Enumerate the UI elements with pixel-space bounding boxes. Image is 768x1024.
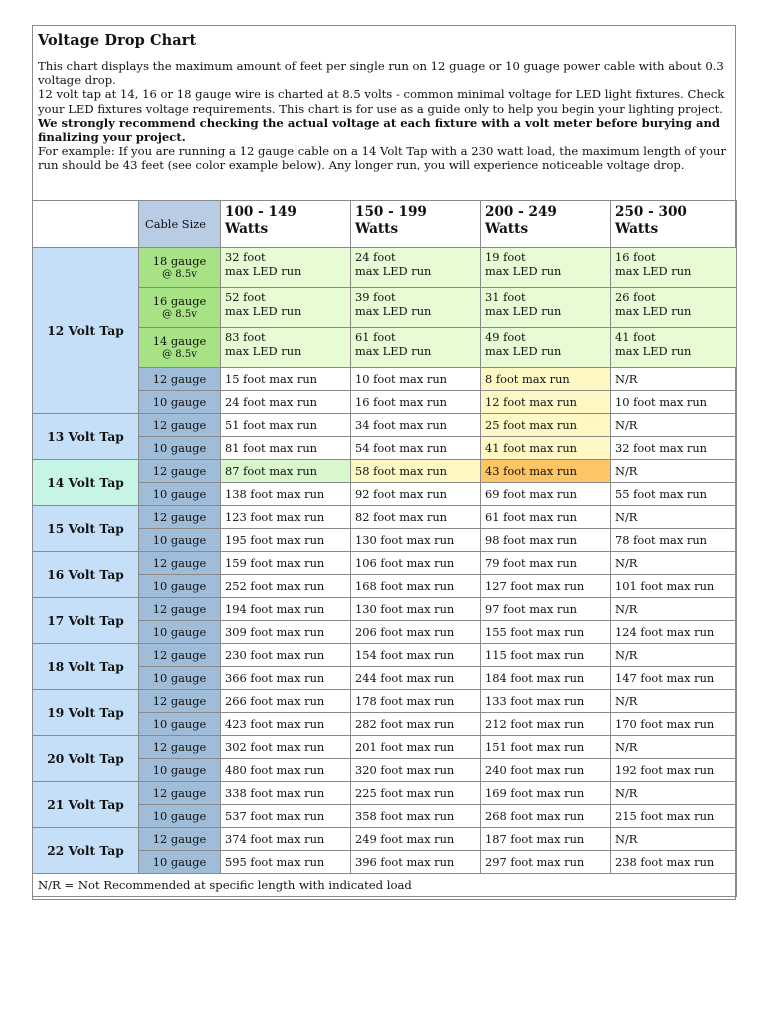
gauge-voltage: @ 8.5v — [162, 308, 197, 320]
run-cell: 595 foot max run — [221, 851, 351, 874]
table-row — [33, 391, 737, 414]
led-length: 26 foot — [615, 290, 656, 304]
run-cell: 201 foot max run — [351, 736, 481, 759]
gauge-cell: 10 gauge — [139, 529, 221, 552]
run-cell: N/R — [611, 368, 737, 391]
gauge-cell: 12 gauge — [139, 736, 221, 759]
run-cell: 184 foot max run — [481, 667, 611, 690]
tap-label: 13 Volt Tap — [33, 414, 139, 460]
watt-range: 150 - 199 — [355, 204, 427, 220]
led-run-cell — [481, 328, 611, 368]
table-row — [33, 328, 737, 368]
watt-unit: Watts — [225, 221, 269, 237]
gauge-cell: 10 gauge — [139, 621, 221, 644]
led-length: 31 foot — [485, 290, 526, 304]
gauge-voltage: @ 8.5v — [162, 348, 197, 360]
run-cell: 302 foot max run — [221, 736, 351, 759]
run-cell: N/R — [611, 552, 737, 575]
gauge-cell: 10 gauge — [139, 437, 221, 460]
led-length: 83 foot — [225, 330, 266, 344]
gauge-label: 16 gauge — [152, 293, 207, 308]
run-cell: 8 foot max run — [481, 368, 611, 391]
table-row — [33, 288, 737, 328]
run-cell: 423 foot max run — [221, 713, 351, 736]
gauge-cell: 10 gauge — [139, 575, 221, 598]
run-cell: 69 foot max run — [481, 483, 611, 506]
run-cell: 249 foot max run — [351, 828, 481, 851]
table-row — [33, 248, 737, 288]
table-row — [33, 529, 737, 552]
gauge-cell: 12 gauge — [139, 828, 221, 851]
gauge-cell: 12 gauge — [139, 552, 221, 575]
run-cell: 268 foot max run — [481, 805, 611, 828]
header-watts-200-249 — [481, 201, 611, 248]
run-cell: 358 foot max run — [351, 805, 481, 828]
gauge-cell: 12 gauge — [139, 690, 221, 713]
led-length: 61 foot — [355, 330, 396, 344]
led-run-cell — [481, 248, 611, 288]
header-watts-100-149 — [221, 201, 351, 248]
run-cell: 78 foot max run — [611, 529, 737, 552]
tap-label: 17 Volt Tap — [33, 598, 139, 644]
run-cell: 41 foot max run — [481, 437, 611, 460]
run-cell: 130 foot max run — [351, 529, 481, 552]
run-cell: 54 foot max run — [351, 437, 481, 460]
run-cell: 58 foot max run — [351, 460, 481, 483]
led-length: 16 foot — [615, 250, 656, 264]
run-cell: 25 foot max run — [481, 414, 611, 437]
led-caption: max LED run — [615, 344, 692, 358]
table-row — [33, 667, 737, 690]
gauge-cell — [139, 328, 221, 368]
run-cell: 309 foot max run — [221, 621, 351, 644]
gauge-cell: 10 gauge — [139, 391, 221, 414]
led-run-cell — [611, 248, 737, 288]
tap-label: 19 Volt Tap — [33, 690, 139, 736]
table-row — [33, 805, 737, 828]
gauge-cell — [139, 288, 221, 328]
gauge-label: 18 gauge — [152, 253, 207, 268]
led-caption: max LED run — [225, 344, 302, 358]
run-cell: 24 foot max run — [221, 391, 351, 414]
run-cell: 282 foot max run — [351, 713, 481, 736]
table-row — [33, 759, 737, 782]
watt-range: 250 - 300 — [615, 204, 687, 220]
run-cell: 480 foot max run — [221, 759, 351, 782]
run-cell: 154 foot max run — [351, 644, 481, 667]
led-caption: max LED run — [355, 344, 432, 358]
run-cell: 178 foot max run — [351, 690, 481, 713]
run-cell: 10 foot max run — [611, 391, 737, 414]
header-cable-size: Cable Size — [139, 201, 221, 248]
header-corner-cell — [33, 201, 139, 248]
led-length: 19 foot — [485, 250, 526, 264]
intro-paragraph-3: For example: If you are running a 12 gauge cable on a 14 Volt Tap with a 230 watt load, the maximum length of your run should be 43 feet (see color example below). Any longer run, you will experience noticeable voltage drop. — [38, 144, 727, 173]
run-cell: 130 foot max run — [351, 598, 481, 621]
led-caption: max LED run — [485, 344, 562, 358]
run-cell: 537 foot max run — [221, 805, 351, 828]
run-cell: N/R — [611, 506, 737, 529]
run-cell: 61 foot max run — [481, 506, 611, 529]
led-run-cell — [611, 288, 737, 328]
table-row — [33, 598, 737, 621]
header-row — [33, 201, 737, 248]
gauge-cell: 12 gauge — [139, 782, 221, 805]
run-cell: 266 foot max run — [221, 690, 351, 713]
led-run-cell — [351, 288, 481, 328]
run-cell: 159 foot max run — [221, 552, 351, 575]
run-cell: 338 foot max run — [221, 782, 351, 805]
tap-label: 18 Volt Tap — [33, 644, 139, 690]
run-cell: 297 foot max run — [481, 851, 611, 874]
run-cell: 92 foot max run — [351, 483, 481, 506]
run-cell: 81 foot max run — [221, 437, 351, 460]
run-cell: 240 foot max run — [481, 759, 611, 782]
tap-label: 21 Volt Tap — [33, 782, 139, 828]
table-row — [33, 506, 737, 529]
run-cell: 98 foot max run — [481, 529, 611, 552]
led-caption: max LED run — [615, 264, 692, 278]
run-cell: N/R — [611, 736, 737, 759]
run-cell: N/R — [611, 690, 737, 713]
voltage-drop-table — [32, 200, 737, 897]
tap-label: 15 Volt Tap — [33, 506, 139, 552]
table-row — [33, 437, 737, 460]
run-cell: 79 foot max run — [481, 552, 611, 575]
table-row — [33, 414, 737, 437]
led-run-cell — [221, 328, 351, 368]
run-cell: 87 foot max run — [221, 460, 351, 483]
footnote-row — [33, 874, 737, 897]
led-caption: max LED run — [355, 304, 432, 318]
footnote: N/R = Not Recommended at specific length with indicated load — [33, 874, 737, 897]
table-row — [33, 621, 737, 644]
led-run-cell — [611, 328, 737, 368]
header-watts-250-300 — [611, 201, 737, 248]
run-cell: 155 foot max run — [481, 621, 611, 644]
run-cell: 32 foot max run — [611, 437, 737, 460]
run-cell: 15 foot max run — [221, 368, 351, 391]
run-cell: 12 foot max run — [481, 391, 611, 414]
led-caption: max LED run — [485, 304, 562, 318]
watt-unit: Watts — [355, 221, 399, 237]
run-cell: 55 foot max run — [611, 483, 737, 506]
led-run-cell — [221, 288, 351, 328]
intro-warning-bold: We strongly recommend checking the actual voltage at each fixture with a volt meter before burying and finalizing your project. — [38, 115, 721, 145]
led-length: 32 foot — [225, 250, 266, 264]
run-cell: 252 foot max run — [221, 575, 351, 598]
page-title: Voltage Drop Chart — [38, 32, 197, 49]
run-cell: 124 foot max run — [611, 621, 737, 644]
tap-label: 22 Volt Tap — [33, 828, 139, 874]
run-cell: 147 foot max run — [611, 667, 737, 690]
run-cell: N/R — [611, 828, 737, 851]
gauge-cell: 10 gauge — [139, 667, 221, 690]
run-cell: N/R — [611, 414, 737, 437]
gauge-cell: 12 gauge — [139, 368, 221, 391]
run-cell: 366 foot max run — [221, 667, 351, 690]
table-row — [33, 552, 737, 575]
gauge-cell: 12 gauge — [139, 460, 221, 483]
table-row — [33, 690, 737, 713]
led-run-cell — [351, 328, 481, 368]
table-row — [33, 460, 737, 483]
run-cell: 374 foot max run — [221, 828, 351, 851]
tap-label: 14 Volt Tap — [33, 460, 139, 506]
gauge-cell: 10 gauge — [139, 713, 221, 736]
gauge-cell — [139, 248, 221, 288]
table-row — [33, 736, 737, 759]
run-cell: 215 foot max run — [611, 805, 737, 828]
run-cell: 138 foot max run — [221, 483, 351, 506]
watt-range: 100 - 149 — [225, 204, 297, 220]
run-cell: 194 foot max run — [221, 598, 351, 621]
intro-paragraph-2-text: 12 volt tap at 14, 16 or 18 gauge wire is charted at 8.5 volts - common minimal voltage for LED light fixtures. Check your LED fixtures voltage requirements. This chart is for use as a guide only to help you begin your lighting project. — [38, 87, 725, 116]
run-cell: 187 foot max run — [481, 828, 611, 851]
gauge-cell: 12 gauge — [139, 414, 221, 437]
led-length: 39 foot — [355, 290, 396, 304]
table-row — [33, 828, 737, 851]
gauge-voltage: @ 8.5v — [162, 268, 197, 280]
tap-label: 20 Volt Tap — [33, 736, 139, 782]
table-row — [33, 782, 737, 805]
watt-unit: Watts — [485, 221, 529, 237]
watt-range: 200 - 249 — [485, 204, 557, 220]
led-caption: max LED run — [225, 264, 302, 278]
run-cell: 115 foot max run — [481, 644, 611, 667]
led-caption: max LED run — [225, 304, 302, 318]
run-cell: 82 foot max run — [351, 506, 481, 529]
led-length: 41 foot — [615, 330, 656, 344]
gauge-cell: 10 gauge — [139, 759, 221, 782]
led-run-cell — [481, 288, 611, 328]
intro-section — [33, 26, 735, 200]
led-run-cell — [351, 248, 481, 288]
gauge-cell: 12 gauge — [139, 598, 221, 621]
example-highlight-cell: 43 foot max run — [481, 460, 611, 483]
run-cell: 320 foot max run — [351, 759, 481, 782]
gauge-cell: 10 gauge — [139, 483, 221, 506]
run-cell: N/R — [611, 598, 737, 621]
run-cell: 206 foot max run — [351, 621, 481, 644]
run-cell: 127 foot max run — [481, 575, 611, 598]
run-cell: 151 foot max run — [481, 736, 611, 759]
run-cell: N/R — [611, 460, 737, 483]
led-caption: max LED run — [355, 264, 432, 278]
led-length: 24 foot — [355, 250, 396, 264]
header-watts-150-199 — [351, 201, 481, 248]
run-cell: 396 foot max run — [351, 851, 481, 874]
run-cell: 225 foot max run — [351, 782, 481, 805]
table-row — [33, 644, 737, 667]
led-caption: max LED run — [485, 264, 562, 278]
gauge-cell: 12 gauge — [139, 644, 221, 667]
run-cell: 168 foot max run — [351, 575, 481, 598]
run-cell: 133 foot max run — [481, 690, 611, 713]
run-cell: 192 foot max run — [611, 759, 737, 782]
led-run-cell — [221, 248, 351, 288]
table-row — [33, 483, 737, 506]
led-length: 52 foot — [225, 290, 266, 304]
run-cell: 97 foot max run — [481, 598, 611, 621]
run-cell: 244 foot max run — [351, 667, 481, 690]
run-cell: 34 foot max run — [351, 414, 481, 437]
voltage-drop-document — [32, 25, 736, 900]
run-cell: 230 foot max run — [221, 644, 351, 667]
led-length: 49 foot — [485, 330, 526, 344]
table-row — [33, 851, 737, 874]
run-cell: N/R — [611, 782, 737, 805]
gauge-cell: 12 gauge — [139, 506, 221, 529]
table-row — [33, 575, 737, 598]
tap-label: 12 Volt Tap — [33, 248, 139, 414]
watt-unit: Watts — [615, 221, 659, 237]
run-cell: 195 foot max run — [221, 529, 351, 552]
table-row — [33, 713, 737, 736]
run-cell: 106 foot max run — [351, 552, 481, 575]
gauge-cell: 10 gauge — [139, 805, 221, 828]
run-cell: 51 foot max run — [221, 414, 351, 437]
run-cell: 10 foot max run — [351, 368, 481, 391]
run-cell: 169 foot max run — [481, 782, 611, 805]
run-cell: 238 foot max run — [611, 851, 737, 874]
table-row — [33, 368, 737, 391]
run-cell: N/R — [611, 644, 737, 667]
run-cell: 16 foot max run — [351, 391, 481, 414]
run-cell: 101 foot max run — [611, 575, 737, 598]
run-cell: 170 foot max run — [611, 713, 737, 736]
gauge-label: 14 gauge — [152, 333, 207, 348]
run-cell: 123 foot max run — [221, 506, 351, 529]
run-cell: 212 foot max run — [481, 713, 611, 736]
tap-label: 16 Volt Tap — [33, 552, 139, 598]
gauge-cell: 10 gauge — [139, 851, 221, 874]
intro-paragraph-2 — [38, 87, 729, 144]
led-caption: max LED run — [615, 304, 692, 318]
intro-paragraph-1: This chart displays the maximum amount of feet per single run on 12 guage or 10 guage power cable with about 0.3 voltage drop. — [38, 59, 724, 88]
